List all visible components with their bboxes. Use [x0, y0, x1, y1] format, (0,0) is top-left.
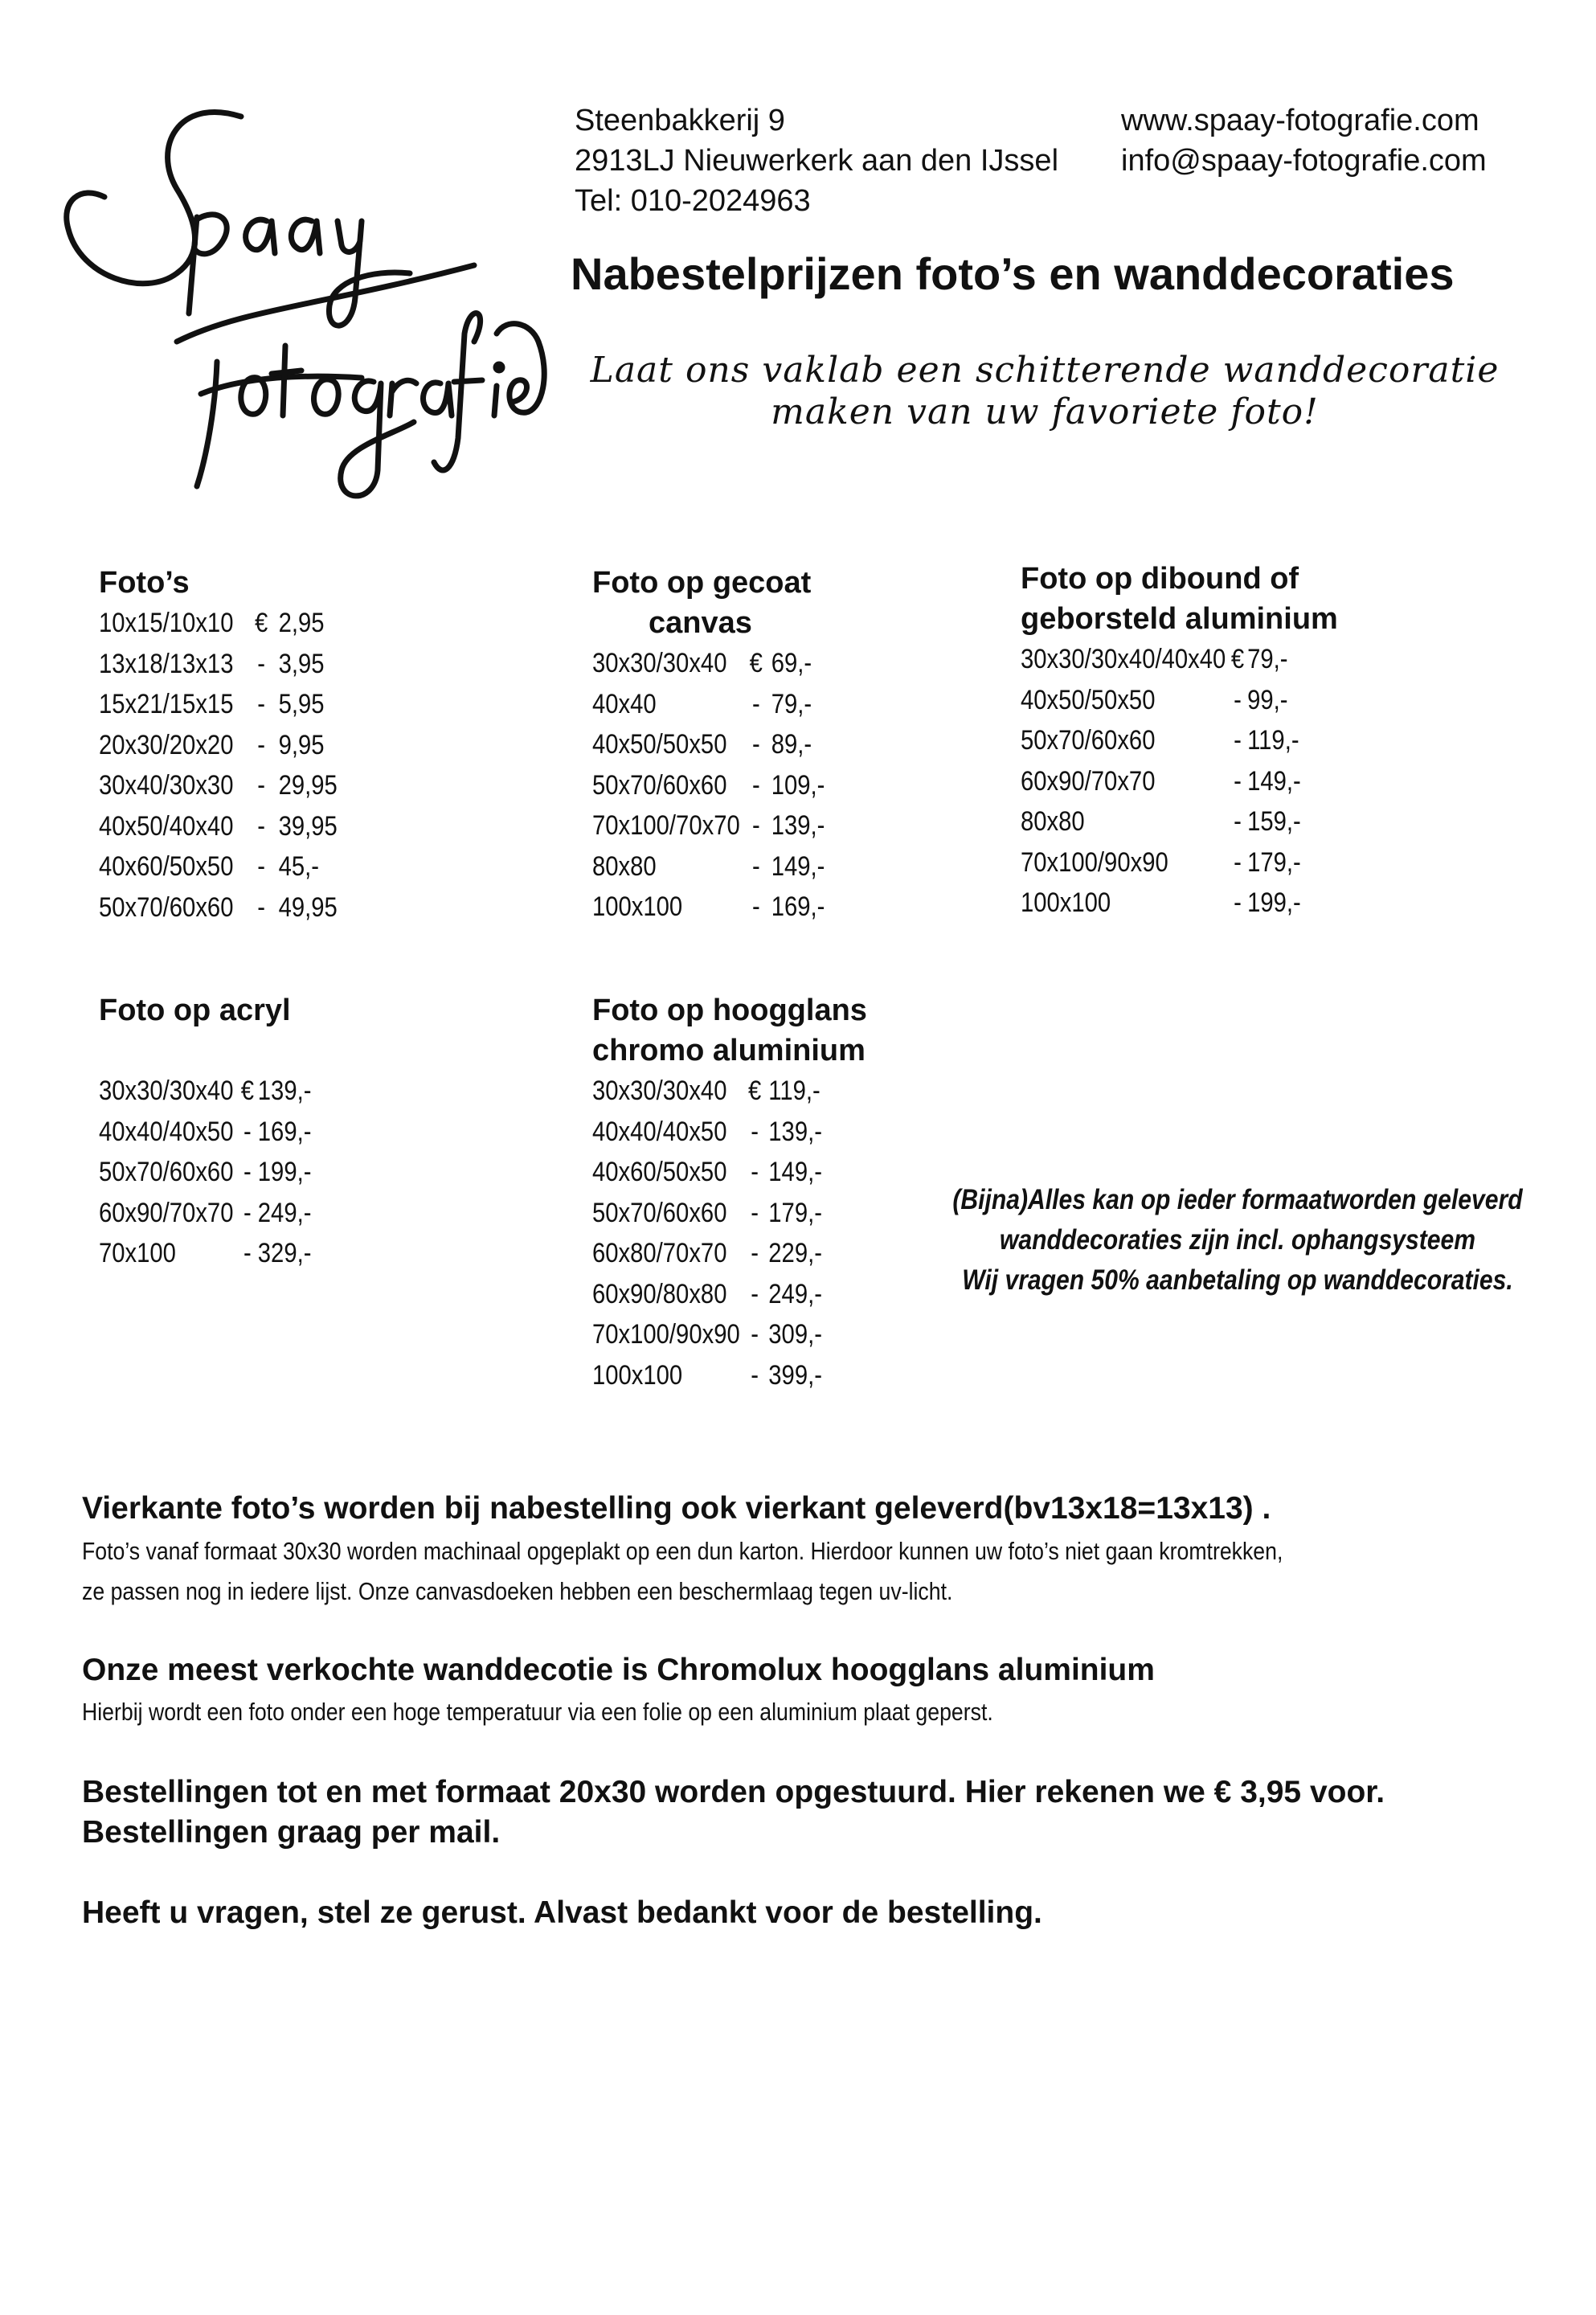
- price-value: 199,-: [257, 1157, 312, 1187]
- price-value: 2,95: [278, 608, 325, 638]
- price-symbol: -: [1234, 887, 1242, 918]
- price-value: 39,95: [278, 810, 338, 842]
- price-size: 40x60/50x50: [592, 1157, 727, 1187]
- price-row: [592, 1274, 822, 1315]
- price-symbol: -: [257, 729, 265, 760]
- page-title: Nabestelprijzen foto’s en wanddecoraties: [571, 248, 1455, 299]
- shipping-text-2: Bestellingen graag per mail.: [82, 1815, 501, 1850]
- price-value: 249,-: [257, 1197, 312, 1228]
- price-symbol: -: [1234, 684, 1242, 715]
- price-value: 89,-: [771, 729, 812, 760]
- price-size: 30x30/30x40: [592, 648, 727, 678]
- price-size: 40x50/50x50: [592, 729, 727, 760]
- price-row: [99, 644, 338, 685]
- price-value: 3,95: [278, 648, 325, 679]
- chromo-title-line-2: chromo aluminium: [592, 1034, 866, 1067]
- price-symbol: -: [751, 810, 760, 841]
- price-symbol: -: [257, 689, 265, 719]
- price-size: 40x60/50x50: [99, 851, 234, 882]
- price-row: [592, 805, 825, 846]
- dibond-title-line-2: geborsteld aluminium: [1021, 602, 1338, 636]
- price-symbol: -: [751, 1238, 759, 1268]
- acryl-title: Foto op acryl: [99, 994, 291, 1027]
- chromo-price-list: [592, 1071, 822, 1395]
- closing-text: Heeft u vragen, stel ze gerust. Alvast bedankt voor de bestelling.: [82, 1895, 1042, 1930]
- price-symbol: -: [751, 891, 760, 922]
- contact-city: 2913LJ Nieuwerkerk aan den IJssel: [575, 144, 1059, 178]
- price-symbol: -: [257, 810, 265, 842]
- tagline-line-2: maken van uw favoriete foto!: [771, 391, 1319, 432]
- price-row: [592, 1152, 822, 1193]
- tagline: [563, 350, 1527, 433]
- price-size: 30x30/30x40: [592, 1076, 727, 1106]
- price-size: 15x21/15x15: [99, 689, 234, 719]
- price-value: 249,-: [768, 1278, 822, 1309]
- price-size: 40x40/40x50: [592, 1116, 727, 1147]
- price-row: [1021, 680, 1301, 721]
- price-symbol: -: [243, 1238, 252, 1268]
- square-photos-text-1: Foto’s vanaf formaat 30x30 worden machinaal opgeplakt op een dun karton. Hierdoor kunnen uw foto’s niet gaan kromtrekken,: [82, 1537, 1283, 1565]
- price-row: [99, 887, 338, 928]
- price-row: [1021, 720, 1301, 761]
- price-size: 40x40/40x50: [99, 1116, 234, 1147]
- price-symbol: -: [751, 1278, 759, 1309]
- price-value: 45,-: [278, 851, 319, 882]
- price-size: 70x100/70x70: [592, 810, 740, 841]
- price-symbol: -: [751, 769, 760, 801]
- square-photos-heading: Vierkante foto’s worden bij nabestelling ook vierkant geleverd(bv13x18=13x13) .: [82, 1491, 1271, 1526]
- price-row: [592, 1112, 822, 1153]
- bestseller-text: Hierbij wordt een foto onder een hoge temperatuur via een folie op een aluminium plaat geperst.: [82, 1698, 993, 1726]
- price-value: 9,95: [278, 729, 325, 760]
- price-symbol: -: [1234, 806, 1242, 837]
- fotos-price-list: [99, 603, 338, 928]
- price-row: [99, 1152, 311, 1193]
- price-symbol: -: [257, 891, 265, 923]
- price-row: [1021, 761, 1301, 802]
- price-value: 79,-: [1247, 644, 1288, 674]
- price-symbol: -: [243, 1157, 252, 1187]
- ordering-note: [940, 1180, 1535, 1301]
- dibond-title-line-1: Foto op dibound of: [1021, 562, 1299, 596]
- price-symbol: -: [751, 688, 760, 719]
- price-size: 100x100: [592, 891, 683, 922]
- price-row: [592, 643, 825, 684]
- price-symbol: -: [1234, 846, 1242, 878]
- price-row: [99, 846, 338, 887]
- note-line-3: Wij vragen 50% aanbetaling op wanddecoraties.: [962, 1264, 1513, 1296]
- price-row: [1021, 801, 1301, 842]
- contact-street: Steenbakkerij 9: [575, 104, 785, 137]
- price-size: 50x70/60x60: [592, 1197, 727, 1228]
- price-symbol: €: [749, 648, 763, 678]
- price-value: 399,-: [768, 1359, 822, 1391]
- price-row: [99, 1233, 311, 1274]
- price-symbol: -: [751, 1116, 759, 1147]
- canvas-title-line-1: Foto op gecoat: [592, 566, 812, 600]
- price-size: 70x100: [99, 1238, 176, 1268]
- price-size: 60x90/80x80: [592, 1278, 727, 1309]
- price-size: 50x70/60x60: [99, 1157, 234, 1187]
- price-size: 60x90/70x70: [1021, 765, 1156, 797]
- price-size: 13x18/13x13: [99, 648, 234, 679]
- price-symbol: -: [243, 1116, 252, 1147]
- price-value: 139,-: [257, 1076, 312, 1106]
- price-value: 179,-: [1247, 846, 1301, 878]
- spaay-fotografie-logo: [56, 100, 555, 510]
- canvas-title-line-2: canvas: [649, 606, 752, 640]
- price-row: [1021, 639, 1301, 680]
- price-value: 79,-: [771, 688, 812, 719]
- price-row: [99, 1112, 311, 1153]
- price-size: 70x100/90x90: [592, 1319, 740, 1350]
- price-value: 179,-: [768, 1197, 822, 1228]
- price-row: [592, 724, 825, 765]
- price-row: [592, 1314, 822, 1355]
- logo-signature: [56, 100, 555, 510]
- canvas-price-list: [592, 643, 825, 928]
- price-row: [592, 1355, 822, 1396]
- chromo-title-line-1: Foto op hoogglans: [592, 994, 867, 1027]
- price-size: 30x30/30x40/40x40: [1021, 644, 1226, 674]
- price-row: [99, 806, 338, 847]
- price-symbol: -: [751, 1157, 759, 1187]
- price-value: 139,-: [768, 1116, 822, 1147]
- price-size: 10x15/10x10: [99, 608, 234, 638]
- price-row: [99, 1071, 311, 1112]
- price-row: [592, 684, 825, 725]
- shipping-text-1: Bestellingen tot en met formaat 20x30 worden opgestuurd. Hier rekenen we € 3,95 voor.: [82, 1775, 1385, 1809]
- price-value: 109,-: [771, 769, 825, 801]
- price-row: [99, 1193, 311, 1234]
- price-value: 49,95: [278, 891, 338, 923]
- price-size: 100x100: [592, 1359, 683, 1391]
- price-symbol: -: [257, 770, 265, 801]
- contact-email[interactable]: info@spaay-fotografie.com: [1121, 144, 1487, 178]
- price-size: 70x100/90x90: [1021, 846, 1168, 878]
- price-row: [99, 603, 338, 644]
- price-size: 30x30/30x40: [99, 1076, 234, 1106]
- price-value: 159,-: [1247, 806, 1301, 837]
- acryl-price-list: [99, 1071, 311, 1274]
- price-size: 40x50/50x50: [1021, 684, 1156, 715]
- price-row: [592, 887, 825, 928]
- price-size: 60x80/70x70: [592, 1238, 727, 1268]
- price-symbol: -: [257, 648, 265, 679]
- price-value: 149,-: [1247, 765, 1301, 797]
- price-value: 29,95: [278, 770, 338, 801]
- price-size: 80x80: [1021, 806, 1085, 837]
- price-size: 80x80: [592, 850, 657, 882]
- bestseller-heading: Onze meest verkochte wanddecotie is Chromolux hoogglans aluminium: [82, 1653, 1155, 1687]
- price-row: [99, 684, 338, 725]
- price-value: 169,-: [257, 1116, 312, 1147]
- price-size: 20x30/20x20: [99, 729, 234, 760]
- price-value: 309,-: [768, 1319, 822, 1350]
- price-value: 169,-: [771, 891, 825, 922]
- price-value: 69,-: [771, 648, 812, 678]
- price-size: 60x90/70x70: [99, 1197, 234, 1228]
- price-size: 50x70/60x60: [1021, 725, 1156, 756]
- price-symbol: -: [751, 850, 760, 882]
- price-size: 100x100: [1021, 887, 1111, 918]
- price-row: [99, 765, 338, 806]
- price-symbol: -: [243, 1197, 252, 1228]
- price-size: 50x70/60x60: [592, 769, 727, 801]
- price-value: 99,-: [1247, 684, 1288, 715]
- price-row: [592, 1071, 822, 1112]
- price-symbol: -: [751, 729, 760, 760]
- price-value: 149,-: [771, 850, 825, 882]
- price-row: [1021, 842, 1301, 883]
- price-size: 30x40/30x30: [99, 770, 234, 801]
- price-size: 40x50/40x40: [99, 810, 234, 842]
- contact-website[interactable]: www.spaay-fotografie.com: [1121, 104, 1479, 137]
- price-symbol: -: [1234, 725, 1242, 756]
- price-value: 199,-: [1247, 887, 1301, 918]
- price-symbol: €: [254, 608, 268, 638]
- fotos-title: Foto’s: [99, 566, 190, 600]
- price-row: [592, 1233, 822, 1274]
- dibond-price-list: [1021, 639, 1301, 924]
- price-row: [592, 846, 825, 887]
- price-value: 139,-: [771, 810, 825, 841]
- price-row: [592, 1193, 822, 1234]
- price-size: 40x40: [592, 688, 657, 719]
- price-value: 149,-: [768, 1157, 822, 1187]
- price-value: 329,-: [257, 1238, 312, 1268]
- price-row: [1021, 883, 1301, 924]
- price-value: 5,95: [278, 689, 325, 719]
- price-symbol: €: [240, 1076, 255, 1106]
- price-value: 229,-: [768, 1238, 822, 1268]
- note-line-1: (Bijna)Alles kan op ieder formaatworden geleverd: [952, 1184, 1523, 1215]
- price-symbol: -: [751, 1319, 759, 1350]
- price-symbol: €: [747, 1076, 762, 1106]
- price-row: [99, 725, 338, 766]
- price-symbol: -: [751, 1359, 759, 1391]
- note-line-2: wanddecoraties zijn incl. ophangsysteem: [999, 1224, 1476, 1256]
- price-value: 119,-: [1247, 725, 1299, 756]
- price-symbol: €: [1230, 644, 1245, 674]
- price-symbol: -: [751, 1197, 759, 1228]
- price-row: [592, 765, 825, 806]
- price-symbol: -: [1234, 765, 1242, 797]
- price-symbol: -: [257, 851, 265, 882]
- contact-phone: Tel: 010-2024963: [575, 184, 811, 218]
- price-value: 119,-: [768, 1076, 821, 1106]
- square-photos-text-2: ze passen nog in iedere lijst. Onze canvasdoeken hebben een beschermlaag tegen uv-licht.: [82, 1577, 953, 1605]
- price-size: 50x70/60x60: [99, 891, 234, 923]
- tagline-line-1: Laat ons vaklab een schitterende wanddecoratie: [590, 350, 1500, 391]
